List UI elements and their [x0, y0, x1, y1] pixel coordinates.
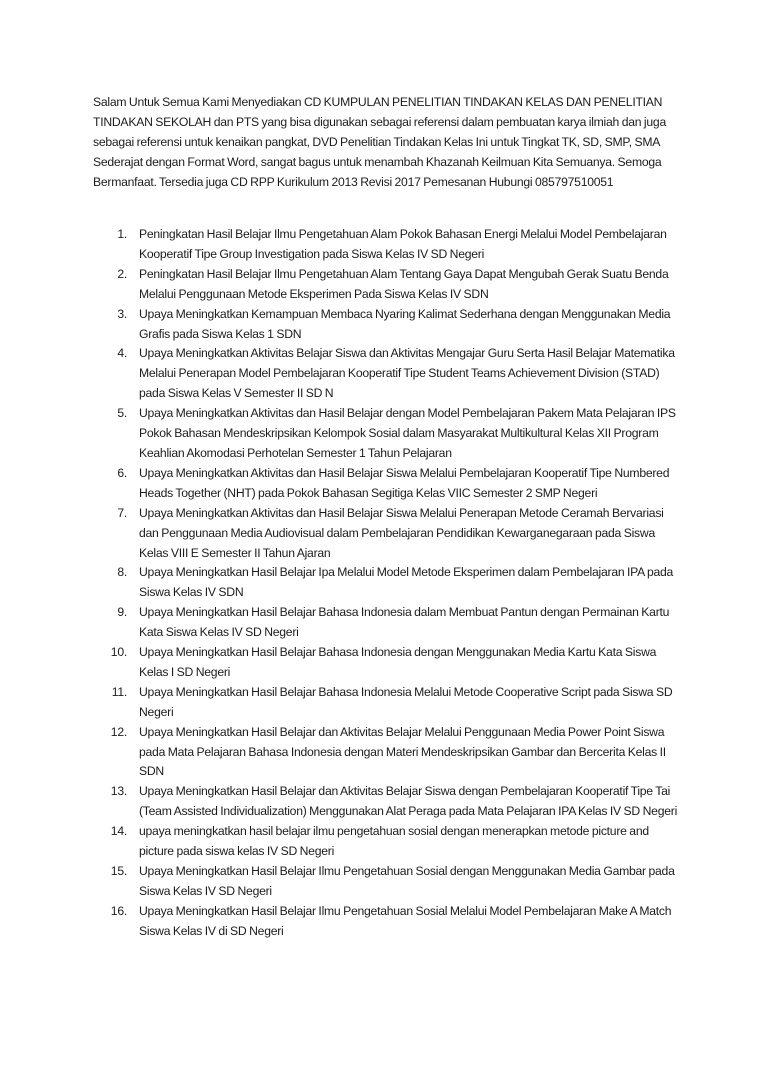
list-item — [93, 683, 683, 723]
list-item-number: 11. — [111, 684, 127, 699]
list-item — [93, 464, 683, 504]
list-item — [93, 305, 683, 345]
list-item-text: Peningkatan Hasil Belajar Ilmu Pengetahuan Alam Tentang Gaya Dapat Mengubah Gerak Suatu Benda Melalui Penggunaan Metode Eksperimen Pada Siswa Kelas IV SDN — [139, 266, 669, 301]
list-item-number: 5. — [117, 406, 127, 421]
list-item — [93, 563, 683, 603]
list-item-number: 15. — [110, 864, 127, 878]
list-item-text: Peningkatan Hasil Belajar Ilmu Pengetahuan Alam Pokok Bahasan Energi Melalui Model Pembelajaran Kooperatif Tipe Group Investigation pada Siswa Kelas IV SD Negeri — [139, 227, 667, 261]
list-item-text: Upaya Meningkatkan Aktivitas dan Hasil Belajar dengan Model Pembelajaran Pakem Mata Pelajaran IPS Pokok Bahasan Mendeskripsikan Kelompok Sosial dalam Masyarakat Multikultural Kelas XII Program Keahlian Akomodasi Perhotelan Semester 1 Tahun Pelajaran — [139, 406, 676, 460]
list-item-text: Upaya Meningkatkan Kemampuan Membaca Nyaring Kalimat Sederhana dengan Menggunakan Media Grafis pada Siswa Kelas 1 SDN — [139, 306, 671, 341]
list-item-number: 14. — [110, 824, 127, 839]
list-item-text: Upaya Meningkatkan Aktivitas dan Hasil Belajar Siswa Melalui Pembelajaran Kooperatif Tipe Numbered Heads Together (NHT) pada Pokok Bahasan Segitiga Kelas VIIC Semester 2 SMP Negeri — [139, 465, 670, 500]
list-item — [93, 643, 683, 683]
list-item — [93, 404, 683, 464]
list-item — [93, 504, 683, 564]
list-item-number: 2. — [117, 266, 127, 281]
list-item-number: 6. — [117, 465, 127, 480]
list-item — [93, 782, 683, 822]
list-item — [93, 603, 683, 643]
list-item-text: Upaya Meningkatkan Hasil Belajar Ilmu Pengetahuan Sosial Melalui Model Pembelajaran Make A Match Siswa Kelas IV di SD Negeri — [139, 903, 672, 938]
list-item-text: Upaya Meningkatkan Hasil Belajar Bahasa Indonesia dalam Membuat Pantun dengan Permainan Kartu Kata Siswa Kelas IV SD Negeri — [139, 605, 670, 640]
list-item-text: Upaya Meningkatkan Aktivitas Belajar Siswa dan Aktivitas Mengajar Guru Serta Hasil Belajar Matematika Melalui Penerapan Model Pembelajaran Kooperatif Tipe Student Teams Achievement Division (STAD) pada Siswa Kelas V Semester II SD N — [139, 346, 675, 401]
list-item-text: Upaya Meningkatkan Hasil Belajar dan Aktivitas Belajar Siswa dengan Pembelajaran Kooperatif Tipe Tai (Team Assisted Individualization) Menggunakan Alat Peraga pada Mata Pelajaran IPA Kelas IV SD Negeri — [139, 784, 678, 819]
list-item-number: 4. — [117, 346, 127, 361]
list-item-text: Upaya Meningkatkan Aktivitas dan Hasil Belajar Siswa Melalui Penerapan Metode Ceramah Bervariasi dan Penggunaan Media Audiovisual dalam Pembelajaran Pendidikan Kewarganegaraan pada Siswa Kelas VIII E Semester II Tahun Ajaran — [139, 505, 664, 560]
list-item — [93, 344, 683, 404]
list-item-text: Upaya Meningkatkan Hasil Belajar dan Aktivitas Belajar Melalui Penggunaan Media Power Point Siswa pada Mata Pelajaran Bahasa Indonesia dengan Materi Mendeskripsikan Gambar dan Bercerita Kelas II SDN — [139, 724, 666, 779]
list-item-text: Upaya Meningkatkan Hasil Belajar Bahasa Indonesia Melalui Metode Cooperative Script pada Siswa SD Negeri — [139, 684, 673, 719]
list-item-number: 3. — [117, 306, 127, 321]
list-item-number: 9. — [117, 605, 127, 620]
list-item-number: 16. — [110, 903, 127, 918]
list-item-number: 12. — [110, 724, 127, 739]
list-item — [93, 265, 683, 305]
list-item-text: Upaya Meningkatkan Hasil Belajar Ilmu Pengetahuan Sosial dengan Menggunakan Media Gambar pada Siswa Kelas IV SD Negeri — [139, 864, 675, 898]
list-item-number: 10. — [110, 645, 127, 660]
list-item — [93, 862, 683, 902]
list-item-number: 1. — [117, 227, 127, 241]
list-item — [93, 822, 683, 862]
intro-paragraph: Salam Untuk Semua Kami Menyediakan CD KUMPULAN PENELITIAN TINDAKAN KELAS DAN PENELITIAN TINDAKAN SEKOLAH dan PTS yang bisa digunakan sebagai referensi dalam pembuatan karya ilmiah dan juga sebagai referensi untuk kenaikan pangkat, DVD Penelitian Tindakan Kelas Ini untuk Tingkat TK, SD, SMP, SMA Sederajat dengan Format Word, sangat bagus untuk menambah Khazanah Keilmuan Kita Semuanya. Semoga Bermanfaat. Tersedia juga CD RPP Kurikulum 2013 Revisi 2017 Pemesanan Hubungi 085797510051 — [93, 95, 666, 189]
list-item — [93, 902, 683, 942]
list-item-text: Upaya Meningkatkan Hasil Belajar Bahasa Indonesia dengan Menggunakan Media Kartu Kata Siswa Kelas I SD Negeri — [139, 645, 657, 679]
list-item-number: 8. — [117, 565, 127, 580]
list-item-text: upaya meningkatkan hasil belajar ilmu pengetahuan sosial dengan menerapkan metode picture and picture pada siswa kelas IV SD Negeri — [139, 824, 649, 859]
list-item-number: 13. — [110, 784, 127, 799]
list-item-text: Upaya Meningkatkan Hasil Belajar Ipa Melalui Model Metode Eksperimen dalam Pembelajaran IPA pada Siswa Kelas IV SDN — [139, 565, 674, 600]
list-item-number: 7. — [117, 505, 127, 520]
research-title-list — [93, 225, 683, 942]
list-item — [93, 225, 683, 265]
list-item — [93, 723, 683, 783]
